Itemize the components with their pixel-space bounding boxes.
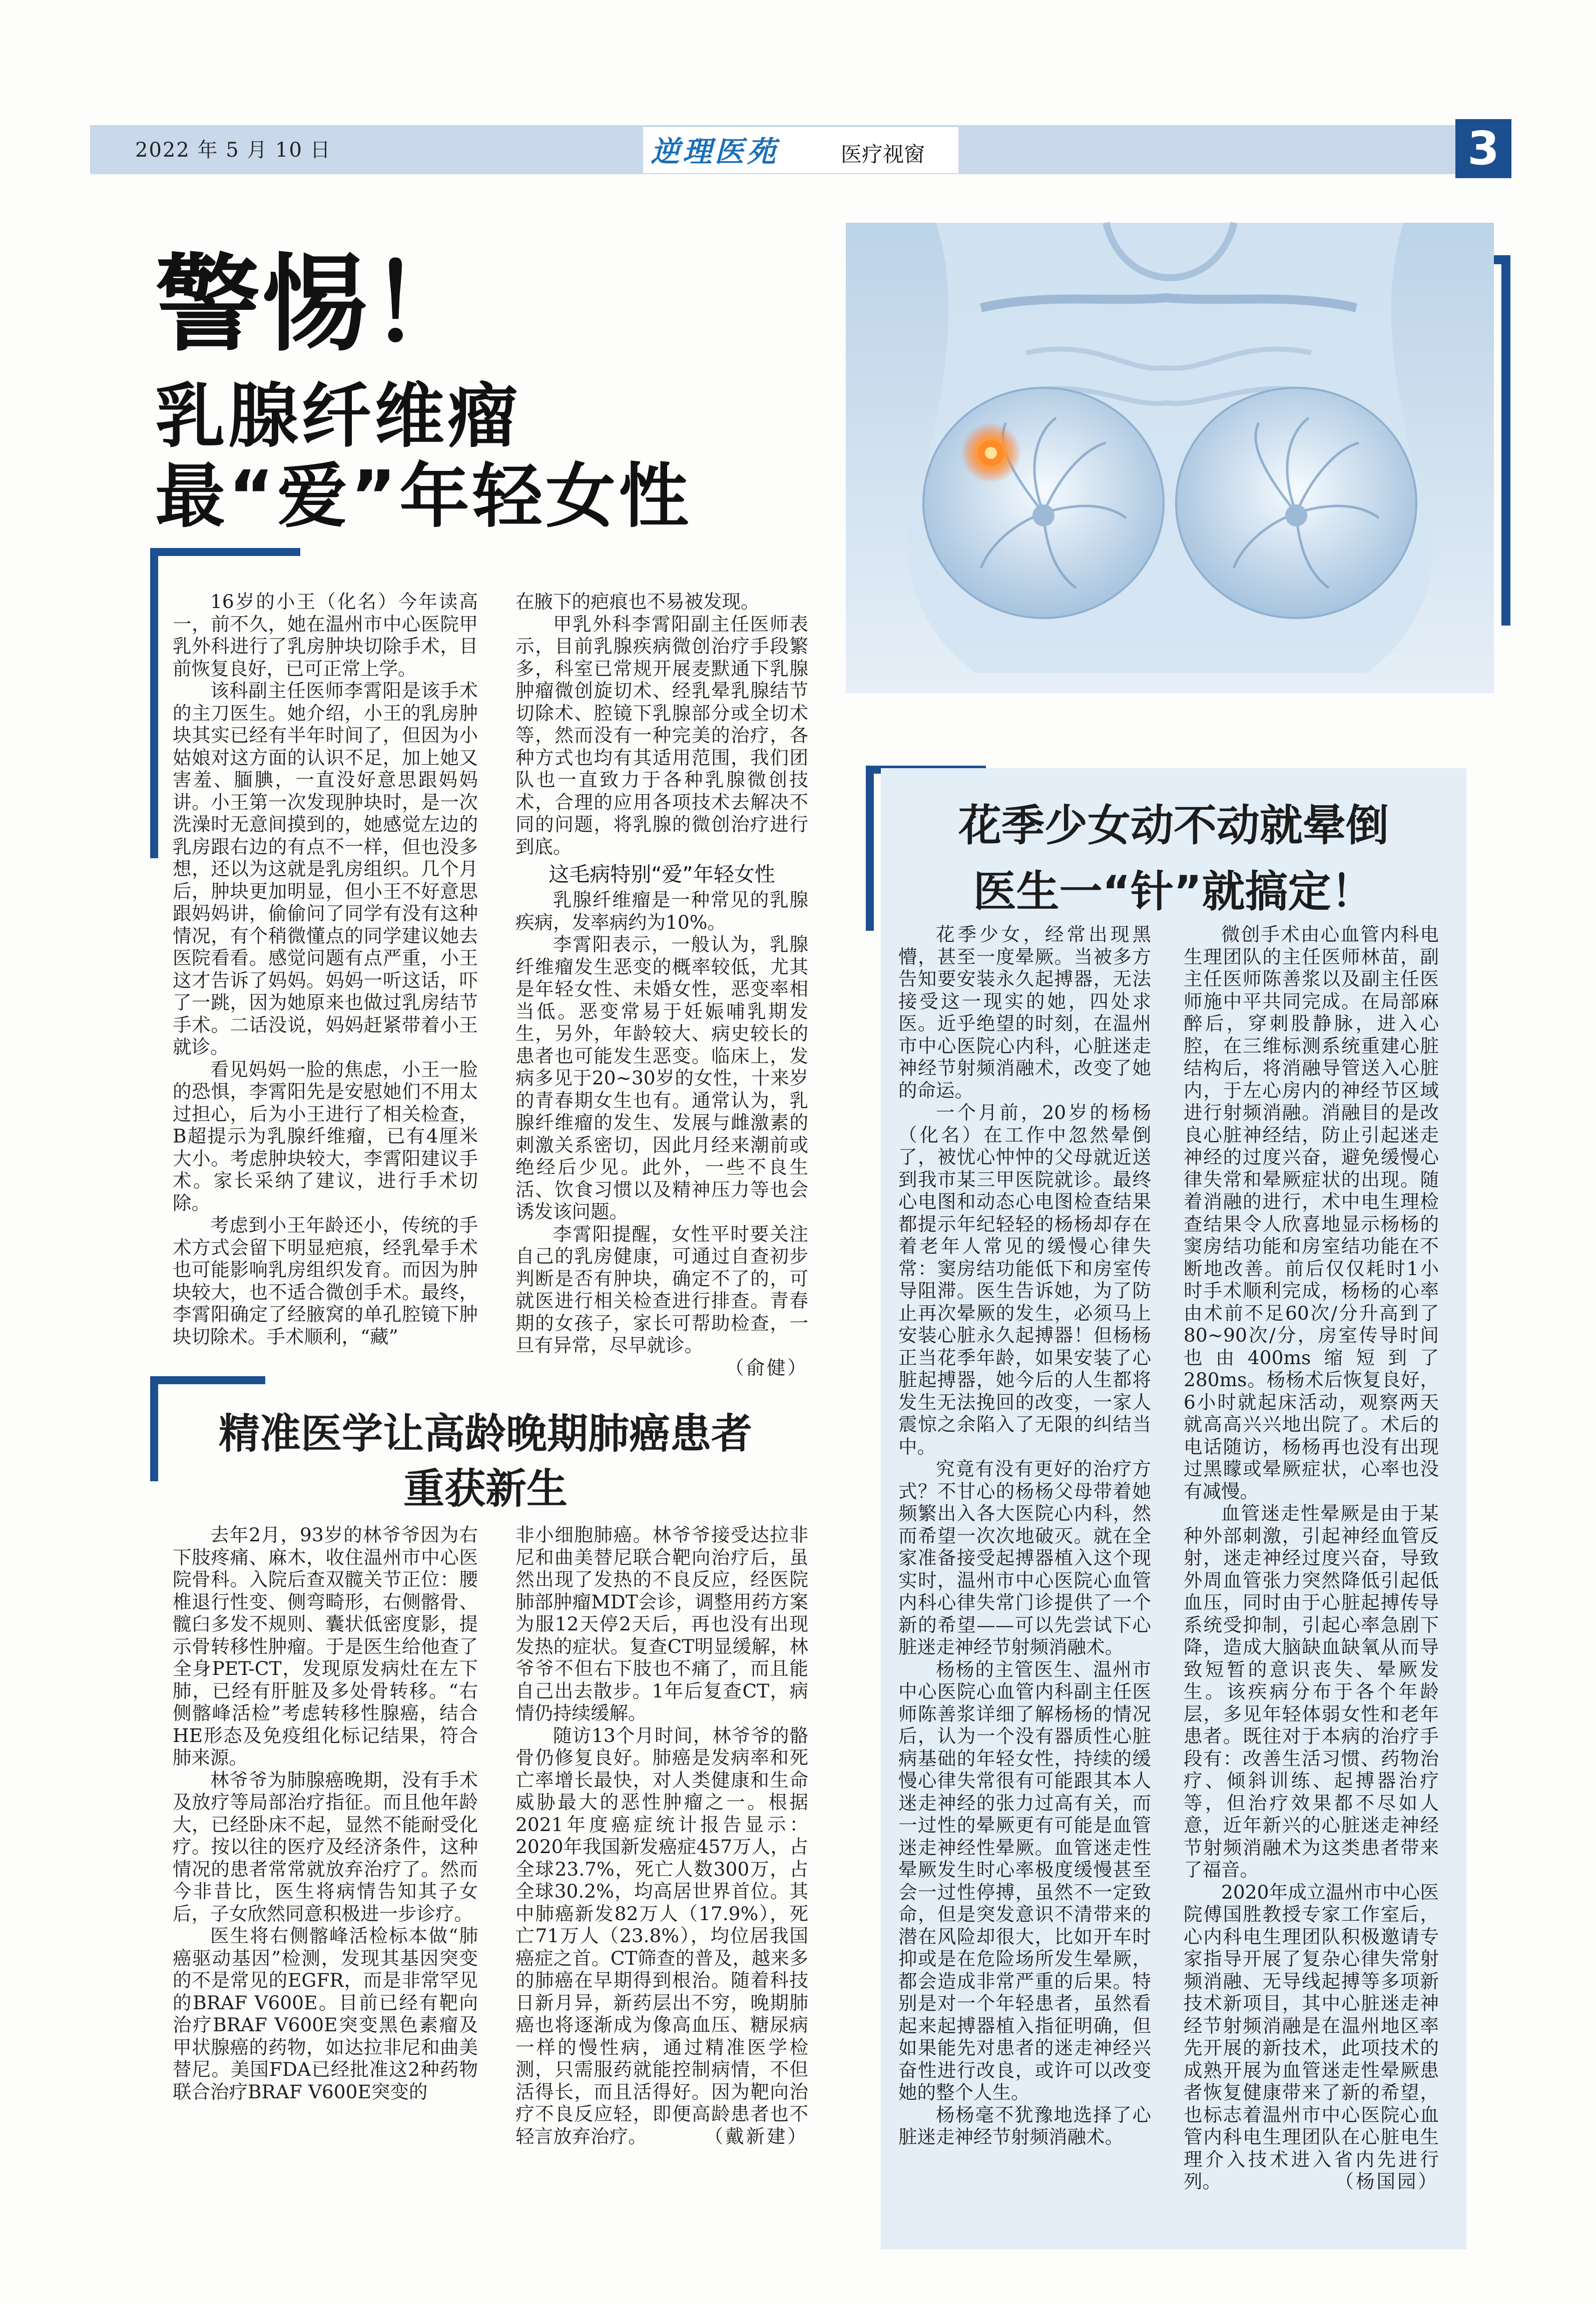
masthead-logo: 逆理医苑 [651,135,779,169]
paragraph: 16岁的小王（化名）今年读高一，前不久，她在温州市中心医院甲乳外科进行了乳房肿块切除手术，目前恢复良好，已可正常上学。 [173,591,478,680]
article3-column1 [898,923,1151,2219]
article1-column1 [173,591,478,1354]
breast-illustration [846,223,1494,693]
paragraph: 微创手术由心血管内科电生理团队的主任医师林苗，副主任医师陈善浆以及副主任医师施中平共同完成。在局部麻醉后，穿刺股静脉，进入心腔，在三维标测系统重建心脏结构后，将消融导管送入心脏内，于左心房内的神经节区域进行射频消融。消融目的是改良心脏神经结，防止引起迷走神经的过度兴奋，避免缓慢心律失常和晕厥症状的出现。随着消融的进行，术中电生理检查结果令人欣喜地显示杨杨的窦房结功能和房室结功能在不断地改善。前后仅仅耗时1小时手术顺利完成，杨杨的心率由术前不足60次/分升高到了80~90次/分，房室传导时间也由400ms缩短到了280ms。杨杨术后恢复良好，6小时就起床活动，观察两天就高高兴兴地出院了。术后的电话随访，杨杨再也没有出现过黑矇或晕厥症状，心率也没有减慢。 [1184,923,1439,1502]
paragraph [515,1724,808,2148]
paragraph: 杨杨毫不犹豫地选择了心脏迷走神经节射频消融术。 [898,2103,1151,2148]
decor-bar [150,548,300,556]
article1-column2 [515,591,808,1379]
paragraph: 在腋下的疤痕也不易被发现。 [515,591,760,613]
paragraph: 李霄阳表示，一般认为，乳腺纤维瘤发生恶变的概率较低，尤其是年轻女性、未婚女性，恶变率相当低。恶变常易于妊娠哺乳期发生，另外，年龄较大、病史较长的患者也可能发生恶变。临床上，发病多见于20~30岁的女性，十来岁的青春期女生也有。通常认为，乳腺纤维瘤的发生、发展与雌激素的刺激关系密切，因此月经来潮前或绝经后少见。此外，一些不良生活、饮食习惯以及精神压力等也会诱发该问题。 [515,933,808,1223]
paragraph: 杨杨的主管医生、温州市中心医院心血管内科副主任医师陈善浆详细了解杨杨的情况后，认为一个没有器质性心脏病基础的年轻女性，持续的缓慢心律失常很有可能跟其本人迷走神经的张力过高有关，而一过性的晕厥更有可能是血管迷走神经性晕厥。血管迷走性晕厥发生时心率极度缓慢甚至会一过性停搏，虽然不一定致命，但是突发意识不清带来的潜在风险却很大，比如开车时抑或是在危险场所发生晕厥，都会造成非常严重的后果。特别是对一个年轻患者，虽然看起来起搏器植入指征明确，但如果能先对患者的迷走神经兴奋性进行改良，或许可以改变她的整个人生。 [898,1658,1151,2103]
paragraph: 乳腺纤维瘤是一种常见的乳腺疾病，发率病约为10%。 [515,889,808,933]
paragraph-text: 随访13个月时间，林爷爷的骼骨仍修复良好。肺癌是发病率和死亡率增长最快，对人类健康和生命威胁最大的恶性肿瘤之一。根据2021年度癌症统计报告显示：2020年我国新发癌症457万人，占全球23.7%，死亡人数300万，占全球30.2%，均高居世界首位。其中肺癌新发82万人（17.9%），死亡71万人（23.8%），均位居我国癌症之首。CT筛查的普及，越来多的肺癌在早期得到根治。随着科技日新月异，新药层出不穷，晚期肺癌也将逐渐成为像高血压、糖尿病一样的慢性病，通过精准医学检测，只需服药就能控制病情，不但活得长，而且活得好。因为靶向治疗不良反应轻，即便高龄患者也不轻言放弃治疗。 [515,1724,808,2147]
page-number: 3 [1467,122,1499,175]
author-byline: （杨国园） [1335,2170,1439,2192]
article3-column2 [1184,923,1439,2219]
paragraph: 非小细胞肺癌。林爷爷接受达拉非尼和曲美替尼联合靶向治疗后，虽然出现了发热的不良反应，经医院肺部肿瘤MDT会诊，调整用药方案为服12天停2天后，再也没有出现发热的症状。复查CT明显缓解，林爷爷不但右下肢也不痛了，而且能自己出去散步。1年后复查CT，病情仍持续缓解。 [515,1524,808,1724]
paragraph-text: 2020年成立温州市中心医院傅国胜教授专家工作室后，心内科电生理团队积极邀请专家指导开展了复杂心律失常射频消融、无导线起搏等多项新技术新项目，其中心脏迷走神经节射频消融是在温州地区率先开展的新技术，此项技术的成熟开展为血管迷走性晕厥患者恢复健康带来了新的希望，也标志着温州市中心医院心血管内科电生理团队在心脏电生理介入技术进入省内先进行列。 [1184,1881,1439,2192]
paragraph: 血管迷走性晕厥是由于某种外部刺激，引起神经血管反射，迷走神经过度兴奋，导致外周血管张力突然降低引起低血压，同时由于心脏起搏传导系统受抑制，引起心率急剧下降，造成大脑缺血缺氧从而导致短暂的意识丧失、晕厥发生。该疾病分布于各个年龄层，多见年轻体弱女性和老年患者。既往对于本病的治疗手段有：改善生活习惯、药物治疗、倾斜训练、起搏器治疗等，但治疗效果都不尽如人意，近年新兴的心脏迷走神经节射频消融术为这类患者带来了福音。 [1184,1502,1439,1881]
paragraph: 一个月前，20岁的杨杨（化名）在工作中忽然晕倒了，被忧心忡忡的父母就近送到我市某三甲医院就诊。最终心电图和动态心电图检查结果都提示年纪轻轻的杨杨却存在着老年人常见的缓慢心律失常：窦房结功能低下和房室传导阻滞。医生告诉她，为了防止再次晕厥的发生，必须马上安装心脏永久起搏器！但杨杨正当花季年龄，如果安装了心脏起搏器，她今后的人生都将发生无法挽回的改变，一家人震惊之余陷入了无限的纠结当中。 [898,1101,1151,1458]
decor-bar [150,1376,265,1384]
author-byline: （戴新建） [704,2125,808,2147]
article2-column1 [173,1524,478,2229]
decor-bar [1501,255,1510,626]
issue-date: 2022 年 5 月 10 日 [135,139,331,162]
author-byline: （俞健） [725,1356,808,1379]
paragraph: 考虑到小王年龄还小，传统的手术方式会留下明显疤痕，经乳晕手术也可能影响乳房组织发育。而因为肿块较大，也不适合微创手术。最终，李霄阳确定了经腋窝的单孔腔镜下肿块切除术。手术顺利，“藏” [173,1214,478,1348]
paragraph: 花季少女，经常出现黑懵，甚至一度晕厥。当被多方告知要安装永久起搏器，无法接受这一现实的她，四处求医。近乎绝望的时刻，在温州市中心医院心内科，心脏迷走神经节射频消融术，改变了她的命运。 [898,923,1151,1101]
article1-subhead: 这毛病特别“爱”年轻女性 [549,862,775,886]
article2-title-line1: 精准医学让高龄晚期肺癌患者 [218,1410,752,1458]
article2-column2 [515,1524,808,2229]
paragraph: 该科副主任医师李霄阳是该手术的主刀医生。她介绍，小王的乳房肿块其实已经有半年时间了，但因为小姑娘对这方面的认识不足，加上她又害羞、腼腆，一直没好意思跟妈妈讲。小王第一次发现肿块时，是一次洗澡时无意间摸到的，她感觉左边的乳房跟右边的有点不一样，但也没多想，还以为这就是乳房组织。几个月后，肿块更加明显，但小王不好意思跟妈妈讲，偷偷问了同学有没有这种情况，有个稍微懂点的同学建议她去医院看看。感觉问题有点严重，小王这才告诉了妈妈。妈妈一听这话，吓了一跳，因为她原来也做过乳房结节手术。二话没说，妈妈赶紧带着小王就诊。 [173,680,478,1058]
paragraph: 看见妈妈一脸的焦虑，小王一脸的恐惧，李霄阳先是安慰她们不用太过担心，后为小王进行了相关检查，B超提示为乳腺纤维瘤，已有4厘米大小。考虑肿块较大，李霄阳建议手术。家长采纳了建议，进行手术切除。 [173,1058,478,1214]
paragraph-text: 李霄阳提醒，女性平时要关注自己的乳房健康，可通过自查初步判断是否有肿块，确定不了的，可就医进行相关检查进行排查。青春期的女孩子，家长可帮助检查，一旦有异常，尽早就诊。 [515,1223,808,1356]
headline-title-line2: 最“爱”年轻女性 [155,456,692,537]
section-name: 医疗视窗 [841,142,925,167]
paragraph: 医生将右侧髂峰活检标本做“肺癌驱动基因”检测，发现其基因突变的不是常见的EGFR，而是非常罕见的BRAF V600E。目前已经有靶向治疗BRAF V600E突变黑色素瘤及甲状腺癌的药物，如达拉非尼和曲美替尼。美国FDA已经批准这2种药物联合治疗BRAF V600E突变的 [173,1925,478,2103]
article2-title-line2: 重获新生 [403,1465,568,1513]
decor-bar [866,766,874,931]
paragraph [1184,1881,1439,2193]
headline-title-line1: 乳腺纤维瘤 [155,376,521,457]
paragraph: 林爷爷为肺腺癌晚期，没有手术及放疗等局部治疗指征。而且他年龄大，已经卧床不起，显然不能耐受化疗。按以往的医疗及经济条件，这种情况的患者常常就放弃治疗了。然而今非昔比，医生将病情告知其子女后，子女欣然同意积极进一步诊疗。 [173,1769,478,1925]
article3-title-line1: 花季少女动不动就晕倒 [958,801,1389,851]
paragraph: 去年2月，93岁的林爷爷因为右下肢疼痛、麻木，收住温州市中心医院骨科。入院后查双髋关节正位：腰椎退行性变、侧弯畸形，右侧髂骨、髋臼多发不规则、囊状低密度影，提示骨转移性肿瘤。于是医生给他查了全身PET-CT，发现原发病灶在左下肺，已经有肝脏及多处骨转移。“右侧髂峰活检”考虑转移性腺癌，结合HE形态及免疫组化标记结果，符合肺来源。 [173,1524,478,1769]
paragraph: 究竟有没有更好的治疗方式？不甘心的杨杨父母带着她频繁出入各大医院心内科，然而希望一次次地破灭。就在全家准备接受起搏器植入这个现实时，温州市中心医院心血管内科心律失常门诊提供了一个新的希望——可以先尝试下心脏迷走神经节射频消融术。 [898,1458,1151,1658]
paragraph: 甲乳外科李霄阳副主任医师表示，目前乳腺疾病微创治疗手段繁多，科室已常规开展麦默通下乳腺肿瘤微创旋切术、经乳晕乳腺结节切除术、腔镜下乳腺部分或全切术等，然而没有一种完美的治疗，各种方式也均有其适用范围，我们团队也一直致力于各种乳腺微创技术，合理的应用各项技术去解决不同的问题，将乳腺的微创治疗进行到底。 [515,613,808,858]
paragraph [515,1223,808,1379]
headline-kicker: 警惕！ [155,243,477,366]
article3-title-line2: 医生一“针”就搞定！ [973,867,1374,917]
decor-bar [150,548,158,858]
